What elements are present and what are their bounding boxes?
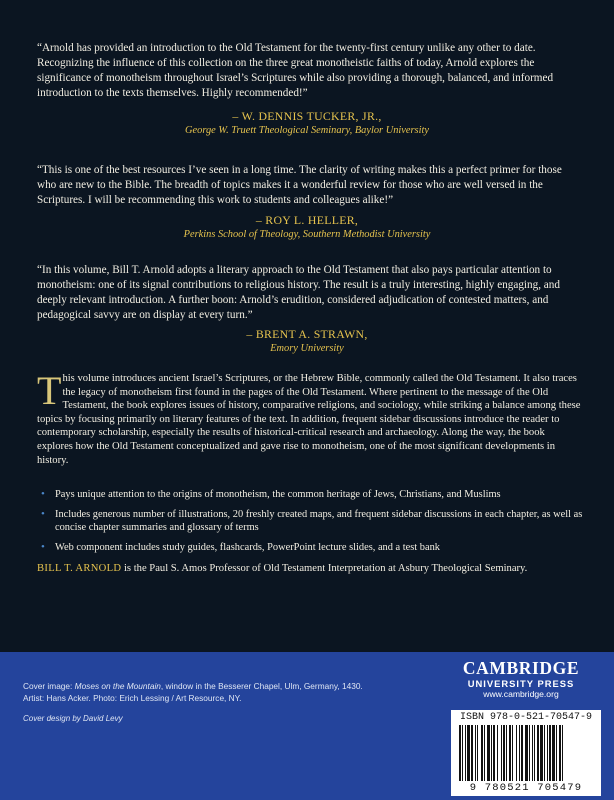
barcode-bar [475, 725, 476, 781]
barcode-bar [481, 725, 483, 781]
barcode-bar [540, 725, 543, 781]
drop-cap: T [37, 368, 62, 413]
isbn-barcode [451, 710, 601, 796]
barcode-bar [549, 725, 551, 781]
barcode-bar [503, 725, 505, 781]
author-bio-text: is the Paul S. Amos Professor of Old Testament Interpretation at Asbury Theological Seminary. [121, 563, 528, 574]
attribution-2 [0, 213, 614, 242]
barcode-bar [471, 725, 473, 781]
bullet-icon: • [41, 507, 45, 520]
publisher-url[interactable]: www.cambridge.org [483, 689, 559, 699]
cover-design-credit: Cover design by David Levy [23, 714, 123, 723]
isbn-text: ISBN 978-0-521-70547-9 [459, 712, 593, 723]
feature-list [37, 488, 587, 560]
barcode-bar [532, 725, 533, 781]
barcode-bar [484, 725, 485, 781]
barcode-bar [559, 725, 561, 781]
barcode-bar [477, 725, 478, 781]
author-name: BILL T. ARNOLD [37, 563, 122, 574]
barcode-bar [506, 725, 507, 781]
cover-credits: Cover image: Moses on the Mountain, window in the Besserer Chapel, Ulm, Germany, 1430. Artist: Hans Acker. Photo: Erich Lessing / Art Resource, NY. [23, 681, 363, 703]
publisher-name: CAMBRIDGE [462, 658, 580, 678]
attribution-3-name: – BRENT A. STRAWN, [246, 327, 368, 341]
photo-credit: Artist: Hans Acker. Photo: Erich Lessing / Art Resource, NY. [23, 693, 242, 703]
bullet-icon: • [41, 488, 45, 500]
attribution-2-name: – ROY L. HELLER, [255, 213, 359, 227]
barcode-bar [552, 725, 555, 781]
attribution-1-institution: George W. Truett Theological Seminary, Baylor University [185, 125, 429, 136]
quote-2-text: “This is one of the best resources I’ve seen in a long time. The clarity of writing makes this a perfect primer for those who are new to the Bible. The breadth of topics makes it a wonderful review for those who are well versed in the Scriptures. I will be recommending this work to students and colleagues alike!” [37, 164, 562, 206]
barcode-bar [462, 725, 463, 781]
barcode-bar [562, 725, 563, 781]
barcode-bar [501, 725, 502, 781]
attribution-3-institution: Emory University [270, 343, 344, 354]
barcode-bar [516, 725, 517, 781]
author-bio [37, 563, 597, 574]
barcode-bar [459, 725, 461, 781]
publisher-logo [451, 659, 591, 700]
barcode-bar [467, 725, 470, 781]
attribution-1-name: – W. DENNIS TUCKER, JR., [232, 109, 382, 123]
barcode-bar [521, 725, 523, 781]
list-item: • Pays unique attention to the origins of monotheism, the common heritage of Jews, Christians, and Muslims [41, 488, 501, 500]
barcode-bar [547, 725, 548, 781]
barcode-bar [512, 725, 513, 781]
description-paragraph [37, 368, 583, 467]
barcode-bar [497, 725, 498, 781]
attribution-1 [0, 109, 614, 138]
publisher-band [0, 652, 614, 800]
barcode-bar [519, 725, 520, 781]
barcode-bar [487, 725, 490, 781]
barcode-bar [493, 725, 495, 781]
attribution-3 [0, 327, 614, 356]
barcode-bar [491, 725, 492, 781]
publisher-subtitle: UNIVERSITY PRESS [467, 678, 575, 689]
barcode-bar [556, 725, 557, 781]
barcode-bar [544, 725, 545, 781]
description-text: his volume introduces ancient Israel’s Scriptures, or the Hebrew Bible, commonly called the Old Testament. It also traces the legacy of monotheism first found in the pages of the Old Testament. Where pertinent to the message of the Old Testament, the book explores issues of history, comparative religions, and sociology, while striking a balance among these topics by focusing primarily on literary features of the text. In addition, frequent sidebar discussions introduce the reader to contemporary scholarship, especially the results of historical-critical research and archaeology. Along the way, the book explores how the Old Testament conceptualized and gave rise to monotheism, one of the most significant developments in history. [37, 373, 581, 466]
barcode-bar [537, 725, 539, 781]
list-item: • Includes generous number of illustrations, 20 freshly created maps, and frequent sidebar discussions in each chapter, as well as concise chapter summaries and glossary of terms [41, 507, 583, 534]
artwork-title: Moses on the Mountain [74, 681, 161, 691]
barcode-bar [529, 725, 530, 781]
barcode-bar [465, 725, 466, 781]
attribution-2-institution: Perkins School of Theology, Southern Methodist University [183, 229, 431, 240]
barcode-digits: 9 780521 705479 [469, 782, 583, 794]
quote-1 [37, 41, 583, 101]
quote-2 [37, 163, 583, 208]
barcode-bar [509, 725, 511, 781]
barcode-bar [525, 725, 528, 781]
list-item: • Web component includes study guides, flashcards, PowerPoint lecture slides, and a test bank [41, 540, 440, 553]
barcode-bar [534, 725, 535, 781]
quote-1-text: “Arnold has provided an introduction to the Old Testament for the twenty-first century unlike any other to date. Recognizing the influence of this collection on the three great monotheistic faiths of today, Arnold explores the significance of monotheism throughout Israel’s Scriptures while also providing a thorough, balanced, and informed introduction to the texts themselves. Highly recommended!” [37, 42, 554, 99]
quote-3-text: “In this volume, Bill T. Arnold adopts a literary approach to the Old Testament that also pays particular attention to monotheism: one of its signal contributions to religious history. The result is a truly interesting, highly engaging, and deeply relevant introduction. A further boon: Arnold’s erudition, considered adjudication of contested matters, and pedagogical savvy are on display at every turn.” [37, 264, 560, 321]
bullet-icon: • [41, 540, 45, 553]
quote-3 [37, 263, 583, 323]
barcode-icon [459, 725, 593, 781]
